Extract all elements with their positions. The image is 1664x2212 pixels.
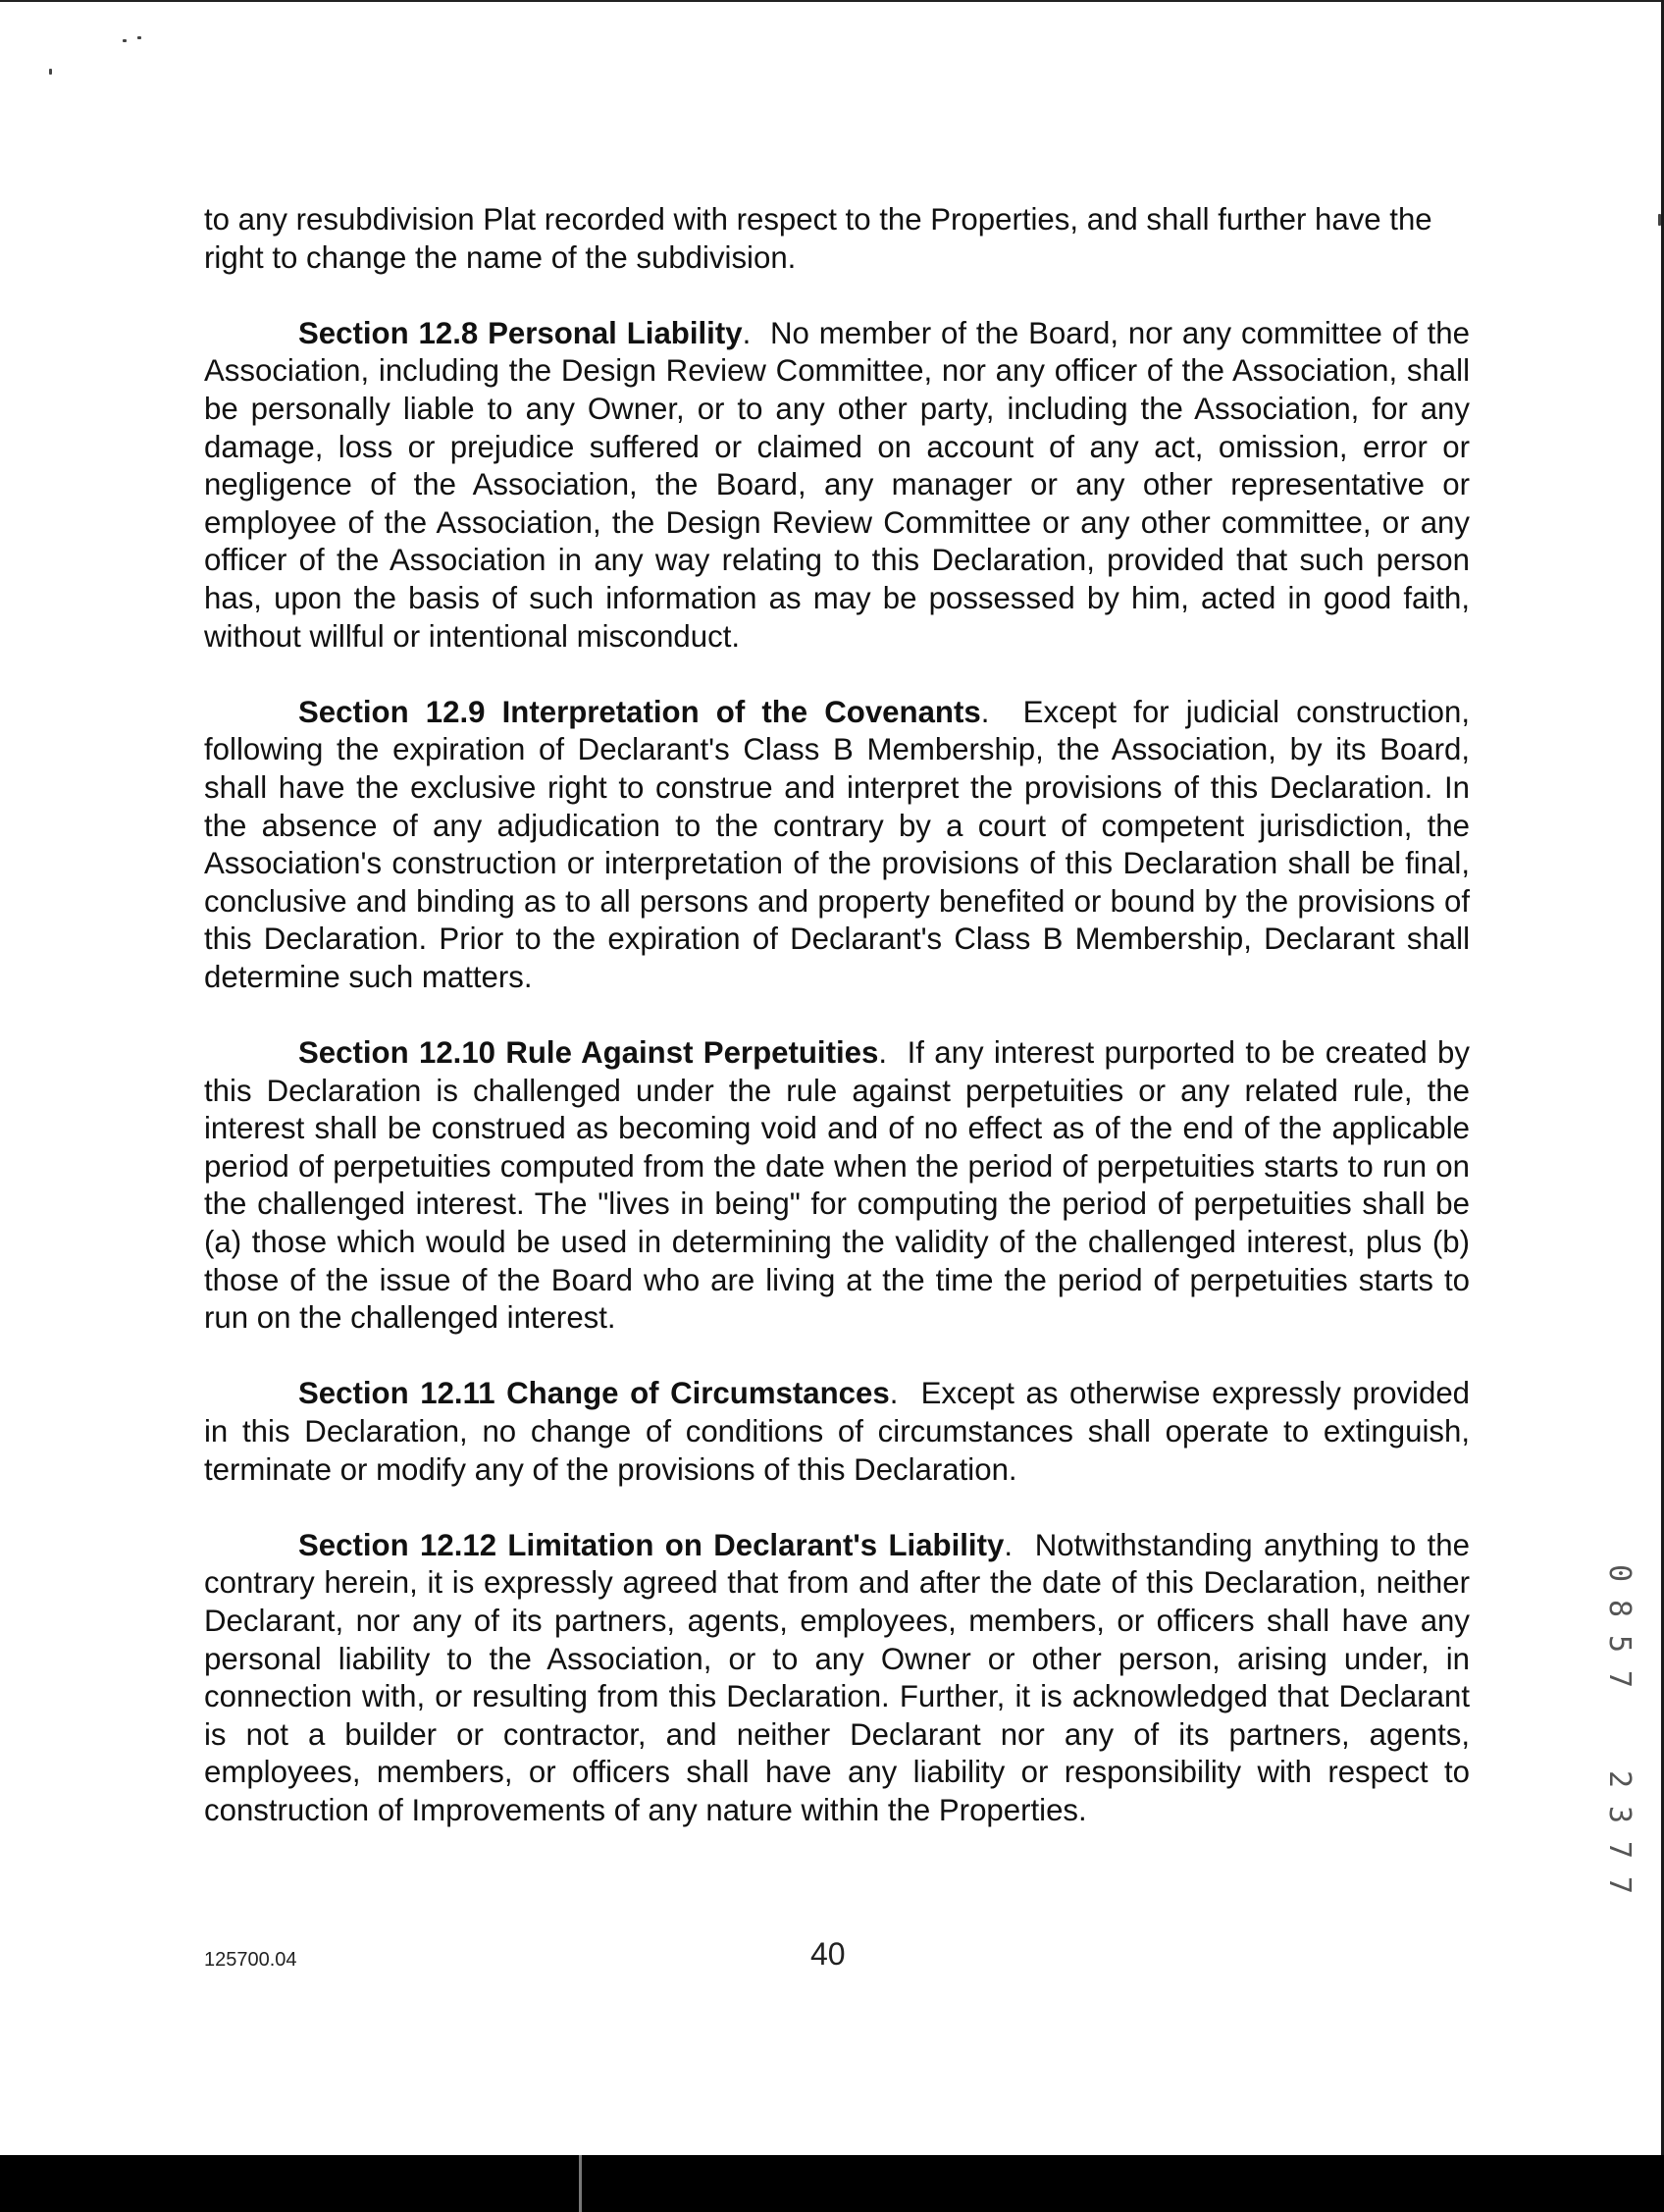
scan-speck (49, 69, 52, 75)
stamp-digit: 7 (1602, 1840, 1637, 1860)
scan-speck (123, 39, 127, 42)
scan-speck (1658, 214, 1661, 226)
section-12-12: Section 12.12 Limitation on Declarant's Liability. Notwithstanding anything to the contrary herein, it is expressly agreed that from and after the date of this Declaration, neither Declarant, nor any of its partners, agents, employees, members, or officers shall have any personal liability to the Association, or to any Owner or other person, arising under, in connection with, or resulting from this Declaration. Further, it is acknowledged that Declarant is not a builder or contractor, and neither Declarant nor any of its partners, agents, employees, members, or officers shall have any liability or responsibility with respect to construction of Improvements of any nature within the Properties. (204, 1527, 1470, 1827)
stamp-digit: 3 (1602, 1805, 1637, 1824)
section-12-11: Section 12.11 Change of Circumstances. Except as otherwise expressly provided in this Declaration, no change of conditions of circumstances shall operate to extinguish, terminate or modify any of the provisions of this Declaration. (204, 1376, 1471, 1487)
section-body: Except for judicial construction, following the expiration of Declarant's Class B Membership, the Association, by its Board, shall have the exclusive right to construe and interpret the provisions of this Declaration. In the absence of any adjudication to the contrary by a court of competent jurisdiction, the Association's construction or interpretation of the provisions of this Declaration shall be final, conclusive and binding as to all persons and property benefited or bound by the provisions of this Declaration. Prior to the expiration of Declarant's Class B Membership, Declarant shall determine such matters. (204, 694, 1470, 994)
section-heading: Section 12.11 Change of Circumstances (298, 1376, 890, 1411)
document-id: 125700.04 (204, 1949, 297, 1971)
intro-text: to any resubdivision Plat recorded with respect to the Properties, and shall further have the right to change the name of the subdivision. (204, 202, 1432, 275)
stamp-digit: 7 (1602, 1669, 1637, 1689)
stamp-digit: 5 (1602, 1634, 1637, 1654)
section-body: No member of the Board, nor any committee of the Association, including the Design Review Committee, nor any officer of the Association, shall be personally liable to any Owner, or to any other party, including the Association, for any damage, loss or prejudice suffered or claimed on account of any act, omission, error or negligence of the Association, the Board, any manager or any other representative or employee of the Association, the Design Review Committee or any other committee, or any officer of the Association in any way relating to this Declaration, provided that such person has, upon the basis of such information as may be possessed by him, acted in good faith, without willful or intentional misconduct. (204, 315, 1470, 654)
section-12-8: Section 12.8 Personal Liability. No member of the Board, nor any committee of the Association, including the Design Review Committee, nor any officer of the Association, shall be personally liable to any Owner, or to any other party, including the Association, for any damage, loss or prejudice suffered or claimed on account of any act, omission, error or negligence of the Association, the Board, any manager or any other representative or employee of the Association, the Design Review Committee or any other committee, or any officer of the Association in any way relating to this Declaration, provided that such person has, upon the basis of such information as may be possessed by him, acted in good faith, without willful or intentional misconduct. (204, 315, 1470, 654)
scan-border-top (0, 0, 1664, 2)
recording-stamp (1603, 1555, 1635, 1903)
section-body: If any interest purported to be created by this Declaration is challenged under the rule against perpetuities or any related rule, the interest shall be construed as becoming void and of no effect as of the end of the applicable period of perpetuities computed from the date when the period of perpetuities starts to run on the challenged interest. The "lives in being" for computing the period of perpetuities shall be (a) those which would be used in determining the validity of the challenged interest, plus (b) those of the issue of the Board who are living at the time the period of perpetuities starts to run on the challenged interest. (204, 1035, 1470, 1336)
stamp-digit: 0 (1602, 1563, 1637, 1583)
section-heading: Section 12.10 Rule Against Perpetuities (298, 1035, 879, 1071)
scan-border-divider (579, 2155, 582, 2212)
intro-paragraph (204, 201, 1470, 277)
scan-speck (137, 36, 141, 39)
section-heading: Section 12.8 Personal Liability (298, 315, 743, 350)
section-heading: Section 12.12 Limitation on Declarant's Liability (298, 1527, 1005, 1562)
section-body: Notwithstanding anything to the contrary herein, it is expressly agreed that from and after the date of this Declaration, neither Declarant, nor any of its partners, agents, employees, members, or officers shall have any personal liability to the Association, or to any Owner or other person, arising under, in connection with, or resulting from this Declaration. Further, it is acknowledged that Declarant is not a builder or contractor, and neither Declarant nor any of its partners, agents, employees, members, or officers shall have any liability or responsibility with respect to construction of Improvements of any nature within the Properties. (204, 1527, 1470, 1827)
section-heading: Section 12.9 Interpretation of the Covenants (298, 694, 981, 729)
section-body: Except as otherwise expressly provided in this Declaration, no change of conditions of circumstances shall operate to extinguish, terminate or modify any of the provisions of this Declaration. (204, 1376, 1471, 1487)
page-number: 40 (810, 1936, 846, 1972)
scan-border-bottom (0, 2155, 1664, 2212)
section-12-10: Section 12.10 Rule Against Perpetuities. If any interest purported to be created by this Declaration is challenged under the rule against perpetuities or any related rule, the interest shall be construed as becoming void and of no effect as of the end of the applicable period of perpetuities computed from the date when the period of perpetuities starts to run on the challenged interest. The "lives in being" for computing the period of perpetuities shall be (a) those which would be used in determining the validity of the challenged interest, plus (b) those of the issue of the Board who are living at the time the period of perpetuities starts to run on the challenged interest. (204, 1035, 1470, 1336)
stamp-digit: 8 (1602, 1599, 1637, 1618)
document-body (204, 201, 1470, 1868)
stamp-digit: 2 (1602, 1769, 1637, 1789)
section-12-9: Section 12.9 Interpretation of the Covenants. Except for judicial construction, following the expiration of Declarant's Class B Membership, the Association, by its Board, shall have the exclusive right to construe and interpret the provisions of this Declaration. In the absence of any adjudication to the contrary by a court of competent jurisdiction, the Association's construction or interpretation of the provisions of this Declaration shall be final, conclusive and binding as to all persons and property benefited or bound by the provisions of this Declaration. Prior to the expiration of Declarant's Class B Membership, Declarant shall determine such matters. (204, 694, 1470, 994)
stamp-digit: 7 (1602, 1875, 1637, 1895)
